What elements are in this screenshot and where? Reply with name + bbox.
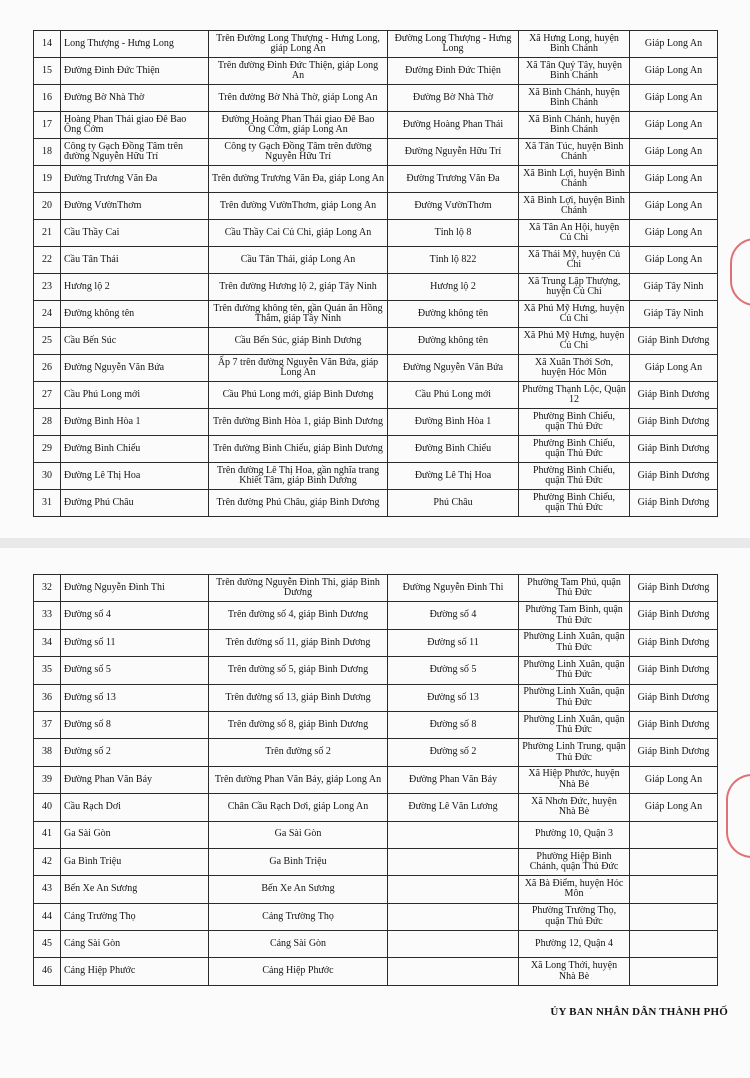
location-description-cell: Trên đường số 8, giáp Bình Dương (209, 711, 388, 738)
row-number-cell: 25 (34, 328, 61, 355)
row-number-cell: 21 (34, 220, 61, 247)
commune-district-cell: Phường Trường Thọ, quận Thủ Đức (519, 903, 630, 930)
location-description-cell: Trên đường số 5, giáp Bình Dương (209, 657, 388, 684)
border-province-cell: Giáp Bình Dương (630, 575, 718, 602)
road-name-cell: Đường số 4 (388, 602, 519, 629)
location-name-cell: Ga Bình Triệu (61, 848, 209, 875)
border-province-cell (630, 903, 718, 930)
table-row (34, 602, 718, 629)
border-province-cell (630, 931, 718, 958)
border-province-cell: Giáp Long An (630, 766, 718, 793)
road-name-cell: Đường VườnThơm (388, 193, 519, 220)
road-name-cell: Đường không tên (388, 301, 519, 328)
road-name-cell: Phú Châu (388, 490, 519, 517)
location-name-cell: Bến Xe An Sương (61, 876, 209, 903)
border-province-cell (630, 958, 718, 985)
location-name-cell: Đường Phú Châu (61, 490, 209, 517)
road-name-cell: Đường số 2 (388, 739, 519, 766)
row-number-cell: 36 (34, 684, 61, 711)
border-province-cell: Giáp Bình Dương (630, 328, 718, 355)
border-province-cell: Giáp Bình Dương (630, 711, 718, 738)
table-row (34, 382, 718, 409)
table-row (34, 490, 718, 517)
commune-district-cell: Xã Bình Chánh, huyện Bình Chánh (519, 112, 630, 139)
location-name-cell: Cầu Rạch Dơi (61, 794, 209, 821)
location-name-cell: Hương lộ 2 (61, 274, 209, 301)
row-number-cell: 14 (34, 31, 61, 58)
table-row (34, 766, 718, 793)
border-province-cell: Giáp Long An (630, 794, 718, 821)
table-row (34, 821, 718, 848)
document-page-bottom (0, 548, 750, 1078)
location-description-cell: Trên đường Phan Văn Bảy, giáp Long An (209, 766, 388, 793)
table-row (34, 220, 718, 247)
road-name-cell (388, 931, 519, 958)
commune-district-cell: Phường Bình Chiểu, quận Thủ Đức (519, 436, 630, 463)
road-name-cell: Hương lộ 2 (388, 274, 519, 301)
border-province-cell: Giáp Tây Ninh (630, 274, 718, 301)
location-description-cell: Trên đường số 13, giáp Bình Dương (209, 684, 388, 711)
location-name-cell: Cảng Sài Gòn (61, 931, 209, 958)
road-name-cell (388, 876, 519, 903)
road-name-cell: Đường Bờ Nhà Thờ (388, 85, 519, 112)
border-province-cell: Giáp Bình Dương (630, 490, 718, 517)
table-row (34, 794, 718, 821)
signature-title: ỦY BAN NHÂN DÂN THÀNH PHỐ (550, 1006, 728, 1018)
table-row (34, 958, 718, 985)
road-name-cell: Đường Nguyễn Văn Bứa (388, 355, 519, 382)
red-seal-stamp (726, 774, 750, 858)
location-name-cell: Cầu Tân Thái (61, 247, 209, 274)
border-province-cell (630, 876, 718, 903)
commune-district-cell: Phường Hiệp Bình Chánh, quận Thủ Đức (519, 848, 630, 875)
road-name-cell: Tỉnh lộ 822 (388, 247, 519, 274)
road-name-cell: Đường Long Thượng - Hưng Long (388, 31, 519, 58)
row-number-cell: 24 (34, 301, 61, 328)
commune-district-cell: Phường Linh Xuân, quận Thủ Đức (519, 629, 630, 656)
row-number-cell: 30 (34, 463, 61, 490)
row-number-cell: 45 (34, 931, 61, 958)
table-row (34, 463, 718, 490)
table-row (34, 575, 718, 602)
border-province-cell: Giáp Long An (630, 31, 718, 58)
commune-district-cell: Xã Phú Mỹ Hưng, huyện Củ Chi (519, 301, 630, 328)
location-name-cell: Đường Trương Văn Đa (61, 166, 209, 193)
border-province-cell: Giáp Long An (630, 85, 718, 112)
border-province-cell: Giáp Long An (630, 139, 718, 166)
commune-district-cell: Xã Thái Mỹ, huyện Củ Chi (519, 247, 630, 274)
location-name-cell: Đường không tên (61, 301, 209, 328)
location-name-cell: Đường Nguyễn Đình Thi (61, 575, 209, 602)
table-row (34, 931, 718, 958)
road-name-cell (388, 848, 519, 875)
location-name-cell: Đường số 8 (61, 711, 209, 738)
border-province-cell: Giáp Bình Dương (630, 436, 718, 463)
location-description-cell: Trên Đường Long Thượng - Hưng Long, giáp Long An (209, 31, 388, 58)
commune-district-cell: Phường Bình Chiểu, quận Thủ Đức (519, 409, 630, 436)
row-number-cell: 27 (34, 382, 61, 409)
location-name-cell: Cầu Phú Long mới (61, 382, 209, 409)
border-province-cell: Giáp Bình Dương (630, 382, 718, 409)
location-name-cell: Đường số 5 (61, 657, 209, 684)
table-row (34, 739, 718, 766)
table-row (34, 409, 718, 436)
commune-district-cell: Phường Thạnh Lộc, Quận 12 (519, 382, 630, 409)
location-name-cell: Đường VườnThơm (61, 193, 209, 220)
border-province-cell: Giáp Long An (630, 355, 718, 382)
commune-district-cell: Xã Phú Mỹ Hưng, huyện Củ Chi (519, 328, 630, 355)
location-description-cell: Công ty Gạch Đồng Tâm trên đường Nguyễn Hữu Trí (209, 139, 388, 166)
location-description-cell: Trên đường Lê Thị Hoa, gần nghĩa trang Khiết Tâm, giáp Bình Dương (209, 463, 388, 490)
location-name-cell: Đường Lê Thị Hoa (61, 463, 209, 490)
table-row (34, 139, 718, 166)
checkpoint-table-top (33, 30, 718, 517)
location-description-cell: Trên đường Bờ Nhà Thờ, giáp Long An (209, 85, 388, 112)
commune-district-cell: Xã Tân An Hội, huyện Củ Chi (519, 220, 630, 247)
commune-district-cell: Xã Bình Chánh, huyện Bình Chánh (519, 85, 630, 112)
location-name-cell: Cầu Thầy Cai (61, 220, 209, 247)
border-province-cell: Giáp Bình Dương (630, 629, 718, 656)
border-province-cell: Giáp Tây Ninh (630, 301, 718, 328)
row-number-cell: 31 (34, 490, 61, 517)
row-number-cell: 20 (34, 193, 61, 220)
row-number-cell: 41 (34, 821, 61, 848)
location-description-cell: Trên đường Bình Chiểu, giáp Bình Dương (209, 436, 388, 463)
table-row (34, 166, 718, 193)
location-description-cell: Trên đường Nguyễn Đình Thi, giáp Bình Dương (209, 575, 388, 602)
border-province-cell (630, 848, 718, 875)
table-row (34, 31, 718, 58)
location-description-cell: Trên đường số 4, giáp Bình Dương (209, 602, 388, 629)
table-row (34, 112, 718, 139)
table-row (34, 193, 718, 220)
commune-district-cell: Xã Tân Túc, huyện Bình Chánh (519, 139, 630, 166)
table-row (34, 301, 718, 328)
commune-district-cell: Phường Linh Xuân, quận Thủ Đức (519, 711, 630, 738)
commune-district-cell: Xã Tân Quý Tây, huyện Bình Chánh (519, 58, 630, 85)
location-description-cell: Cảng Hiệp Phước (209, 958, 388, 985)
location-name-cell: Đường Nguyễn Văn Bứa (61, 355, 209, 382)
location-name-cell: Đường số 2 (61, 739, 209, 766)
road-name-cell: Đường Đinh Đức Thiện (388, 58, 519, 85)
row-number-cell: 22 (34, 247, 61, 274)
location-description-cell: Trên đường Phú Châu, giáp Bình Dương (209, 490, 388, 517)
checkpoint-table-bottom (33, 574, 718, 986)
location-name-cell: Đường Bình Hòa 1 (61, 409, 209, 436)
location-description-cell: Ga Bình Triệu (209, 848, 388, 875)
commune-district-cell: Phường 10, Quận 3 (519, 821, 630, 848)
commune-district-cell: Phường Tam Phú, quận Thủ Đức (519, 575, 630, 602)
table-row (34, 903, 718, 930)
row-number-cell: 32 (34, 575, 61, 602)
road-name-cell (388, 958, 519, 985)
row-number-cell: 39 (34, 766, 61, 793)
road-name-cell: Đường Hoàng Phan Thái (388, 112, 519, 139)
road-name-cell: Đường số 11 (388, 629, 519, 656)
location-description-cell: Trên đường VườnThơm, giáp Long An (209, 193, 388, 220)
commune-district-cell: Xã Xuân Thới Sơn, huyện Hóc Môn (519, 355, 630, 382)
table-row (34, 711, 718, 738)
location-name-cell: Long Thượng - Hưng Long (61, 31, 209, 58)
border-province-cell: Giáp Long An (630, 193, 718, 220)
border-province-cell: Giáp Long An (630, 112, 718, 139)
location-description-cell: Cầu Phú Long mới, giáp Bình Dương (209, 382, 388, 409)
road-name-cell (388, 821, 519, 848)
commune-district-cell: Xã Bình Lợi, huyện Bình Chánh (519, 166, 630, 193)
table-row (34, 848, 718, 875)
row-number-cell: 28 (34, 409, 61, 436)
table-row (34, 355, 718, 382)
border-province-cell: Giáp Bình Dương (630, 739, 718, 766)
location-description-cell: Trên đường không tên, gần Quán ăn Hồng Thắm, giáp Tây Ninh (209, 301, 388, 328)
location-description-cell: Trên đường số 2 (209, 739, 388, 766)
location-description-cell: Bến Xe An Sương (209, 876, 388, 903)
commune-district-cell: Phường Bình Chiểu, quận Thủ Đức (519, 490, 630, 517)
table-row (34, 657, 718, 684)
location-name-cell: Đường Đinh Đức Thiện (61, 58, 209, 85)
row-number-cell: 29 (34, 436, 61, 463)
table-row (34, 247, 718, 274)
row-number-cell: 40 (34, 794, 61, 821)
commune-district-cell: Phường Tam Bình, quận Thủ Đức (519, 602, 630, 629)
table-row (34, 85, 718, 112)
road-name-cell: Đường Trương Văn Đa (388, 166, 519, 193)
row-number-cell: 33 (34, 602, 61, 629)
commune-district-cell: Xã Hiệp Phước, huyện Nhà Bè (519, 766, 630, 793)
row-number-cell: 23 (34, 274, 61, 301)
row-number-cell: 38 (34, 739, 61, 766)
border-province-cell: Giáp Bình Dương (630, 657, 718, 684)
commune-district-cell: Phường 12, Quận 4 (519, 931, 630, 958)
road-name-cell: Đường Nguyễn Hữu Trí (388, 139, 519, 166)
commune-district-cell: Xã Long Thới, huyện Nhà Bè (519, 958, 630, 985)
commune-district-cell: Xã Bình Lợi, huyện Bình Chánh (519, 193, 630, 220)
location-description-cell: Trên đường Bình Hòa 1, giáp Bình Dương (209, 409, 388, 436)
location-name-cell: Đường Bờ Nhà Thờ (61, 85, 209, 112)
row-number-cell: 15 (34, 58, 61, 85)
location-name-cell: Cảng Hiệp Phước (61, 958, 209, 985)
commune-district-cell: Xã Hưng Long, huyện Bình Chánh (519, 31, 630, 58)
commune-district-cell: Xã Nhơn Đức, huyện Nhà Bè (519, 794, 630, 821)
row-number-cell: 18 (34, 139, 61, 166)
commune-district-cell: Phường Bình Chiểu, quận Thủ Đức (519, 463, 630, 490)
location-description-cell: Cảng Trường Thọ (209, 903, 388, 930)
location-description-cell: Cầu Thầy Cai Củ Chi, giáp Long An (209, 220, 388, 247)
border-province-cell: Giáp Long An (630, 166, 718, 193)
location-description-cell: Chân Cầu Rạch Dơi, giáp Long An (209, 794, 388, 821)
road-name-cell (388, 903, 519, 930)
location-description-cell: Trên đường Trương Văn Đa, giáp Long An (209, 166, 388, 193)
road-name-cell: Đường Phan Văn Bảy (388, 766, 519, 793)
location-description-cell: Cầu Bến Súc, giáp Bình Dương (209, 328, 388, 355)
row-number-cell: 44 (34, 903, 61, 930)
road-name-cell: Đường số 5 (388, 657, 519, 684)
location-name-cell: Đường số 13 (61, 684, 209, 711)
road-name-cell: Đường Lê Văn Lương (388, 794, 519, 821)
location-description-cell: Trên đường Đinh Đức Thiện, giáp Long An (209, 58, 388, 85)
table-row (34, 629, 718, 656)
road-name-cell: Đường Lê Thị Hoa (388, 463, 519, 490)
row-number-cell: 19 (34, 166, 61, 193)
commune-district-cell: Phường Linh Trung, quận Thủ Đức (519, 739, 630, 766)
location-name-cell: Đường Phan Văn Bảy (61, 766, 209, 793)
border-province-cell (630, 821, 718, 848)
commune-district-cell: Xã Trung Lập Thượng, huyện Củ Chi (519, 274, 630, 301)
commune-district-cell: Xã Bà Điểm, huyện Hóc Môn (519, 876, 630, 903)
location-name-cell: Đường số 4 (61, 602, 209, 629)
location-name-cell: Công ty Gạch Đồng Tâm trên đường Nguyễn Hữu Trí (61, 139, 209, 166)
row-number-cell: 16 (34, 85, 61, 112)
location-name-cell: Đường số 11 (61, 629, 209, 656)
road-name-cell: Tỉnh lộ 8 (388, 220, 519, 247)
border-province-cell: Giáp Bình Dương (630, 463, 718, 490)
road-name-cell: Đường Nguyễn Đình Thi (388, 575, 519, 602)
location-name-cell: Cảng Trường Thọ (61, 903, 209, 930)
location-name-cell: Hoàng Phan Thái giao Đê Bao Ông Cớm (61, 112, 209, 139)
location-description-cell: Ga Sài Gòn (209, 821, 388, 848)
location-description-cell: Cầu Tân Thái, giáp Long An (209, 247, 388, 274)
location-name-cell: Cầu Bến Súc (61, 328, 209, 355)
location-description-cell: Trên đường Hương lộ 2, giáp Tây Ninh (209, 274, 388, 301)
road-name-cell: Đường Bình Hòa 1 (388, 409, 519, 436)
location-name-cell: Đường Bình Chiểu (61, 436, 209, 463)
border-province-cell: Giáp Long An (630, 58, 718, 85)
table-row (34, 58, 718, 85)
border-province-cell: Giáp Bình Dương (630, 409, 718, 436)
location-description-cell: Cảng Sài Gòn (209, 931, 388, 958)
location-description-cell: Đường Hoàng Phan Thái giao Đê Bao Ông Cớm, giáp Long An (209, 112, 388, 139)
row-number-cell: 42 (34, 848, 61, 875)
table-row (34, 876, 718, 903)
row-number-cell: 17 (34, 112, 61, 139)
row-number-cell: 35 (34, 657, 61, 684)
row-number-cell: 34 (34, 629, 61, 656)
table-row (34, 684, 718, 711)
road-name-cell: Đường số 13 (388, 684, 519, 711)
road-name-cell: Đường Bình Chiểu (388, 436, 519, 463)
border-province-cell: Giáp Long An (630, 247, 718, 274)
table-row (34, 436, 718, 463)
row-number-cell: 26 (34, 355, 61, 382)
border-province-cell: Giáp Bình Dương (630, 684, 718, 711)
location-description-cell: Ấp 7 trên đường Nguyễn Văn Bứa, giáp Long An (209, 355, 388, 382)
table-row (34, 328, 718, 355)
table-row (34, 274, 718, 301)
row-number-cell: 46 (34, 958, 61, 985)
location-description-cell: Trên đường số 11, giáp Bình Dương (209, 629, 388, 656)
location-name-cell: Ga Sài Gòn (61, 821, 209, 848)
row-number-cell: 37 (34, 711, 61, 738)
border-province-cell: Giáp Long An (630, 220, 718, 247)
commune-district-cell: Phường Linh Xuân, quận Thủ Đức (519, 657, 630, 684)
document-page-top (0, 0, 750, 538)
road-name-cell: Cầu Phú Long mới (388, 382, 519, 409)
road-name-cell: Đường không tên (388, 328, 519, 355)
border-province-cell: Giáp Bình Dương (630, 602, 718, 629)
commune-district-cell: Phường Linh Xuân, quận Thủ Đức (519, 684, 630, 711)
row-number-cell: 43 (34, 876, 61, 903)
road-name-cell: Đường số 8 (388, 711, 519, 738)
red-seal-stamp (730, 238, 750, 306)
